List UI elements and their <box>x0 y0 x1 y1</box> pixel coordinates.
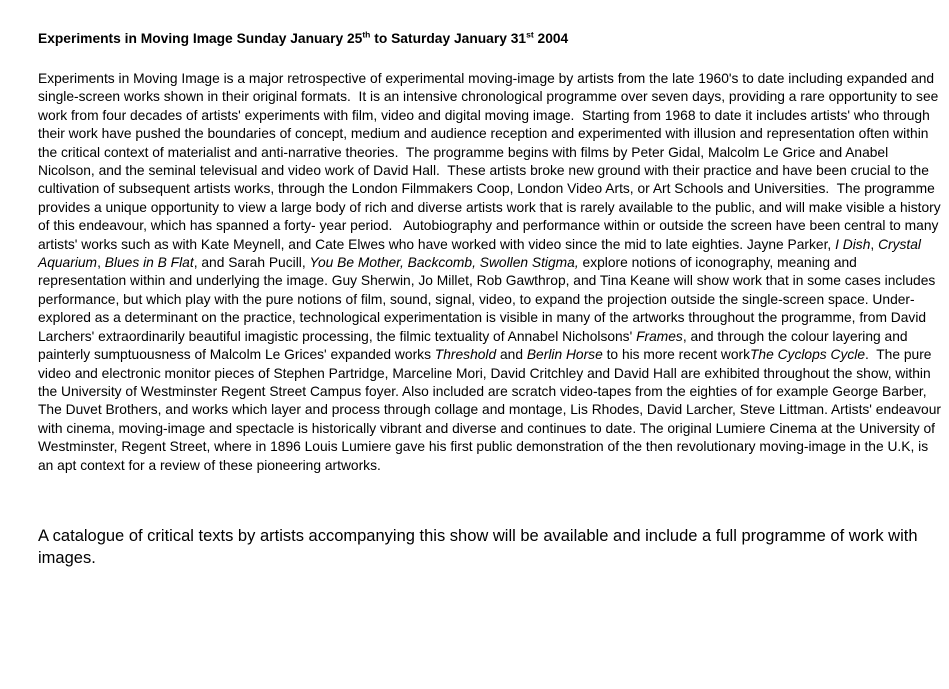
catalogue-note-paragraph: A catalogue of critical texts by artists accompanying this show will be available and include a full programme of work with images. <box>38 526 923 567</box>
document-title: Experiments in Moving Image Sunday January 25th to Saturday January 31st 2004 <box>38 29 569 46</box>
body-paragraph: Experiments in Moving Image is a major retrospective of experimental moving-image by artists from the late 1960's to date including expanded and single-screen works shown in their original formats. It is an intensive chronological programme over seven days, providing a rare opportunity to see work from four decades of artists' experiments with film, video and digital moving image. Starting from 1968 to date it includes artists' who through their work have pushed the boundaries of concept, medium and audience reception and experimented with illusion and representation often within the critical context of materialist and anti-narrative theories. The programme begins with films by Peter Gidal, Malcolm Le Grice and Anabel Nicolson, and the seminal televisual and video work of David Hall. These artists broke new ground with their practice and have been crucial to the cultivation of subsequent artists works, through the London Filmmakers Coop, London Video Arts, or Art Schools and Universities. The programme provides a unique opportunity to view a large body of rich and diverse artists work that is rarely available to the public, and will make visible a history of this endeavour, which has spanned a forty- year period. Autobiography and performance within or outside the screen have been central to many artists' works such as with Kate Meynell, and Cate Elwes who have worked with video since the mid to late eighties. Jayne Parker, I Dish, Crystal Aquarium, Blues in B Flat, and Sarah Pucill, You Be Mother, Backcomb, Swollen Stigma, explore notions of iconography, meaning and representation within and underlying the image. Guy Sherwin, Jo Millet, Rob Gawthrop, and Tina Keane will show work that in some cases includes performance, but which play with the pure notions of film, sound, signal, video, to expand the projection outside the single-screen space. Under-explored as a determinant on the practice, technological experimentation is visible in many of the artworks throughout the programme, from David Larchers' extraordinarily beautiful imagistic processing, the filmic textuality of Annabel Nicholsons' Frames, and through the colour layering and painterly sumptuousness of Malcolm Le Grices' expanded works Threshold and Berlin Horse to his more recent workThe Cyclops Cycle. The pure video and electronic monitor pieces of Stephen Partridge, Marceline Mori, David Critchley and David Hall are exhibited throughout the show, within the University of Westminster Regent Street Campus foyer. Also included are scratch video-tapes from the eighties of for example George Barber, The Duvet Brothers, and works which layer and process through collage and montage, Lis Rhodes, David Larcher, Steve Littman. Artists' endeavour with cinema, moving-image and spectacle is historically vibrant and diverse and continues to date. The original Lumiere Cinema at the University of Westminster, Regent Street, where in 1896 Louis Lumiere gave his first public demonstration of the then revolutionary moving-image in the U.K, is an apt context for a review of these pioneering artworks. <box>38 71 945 473</box>
